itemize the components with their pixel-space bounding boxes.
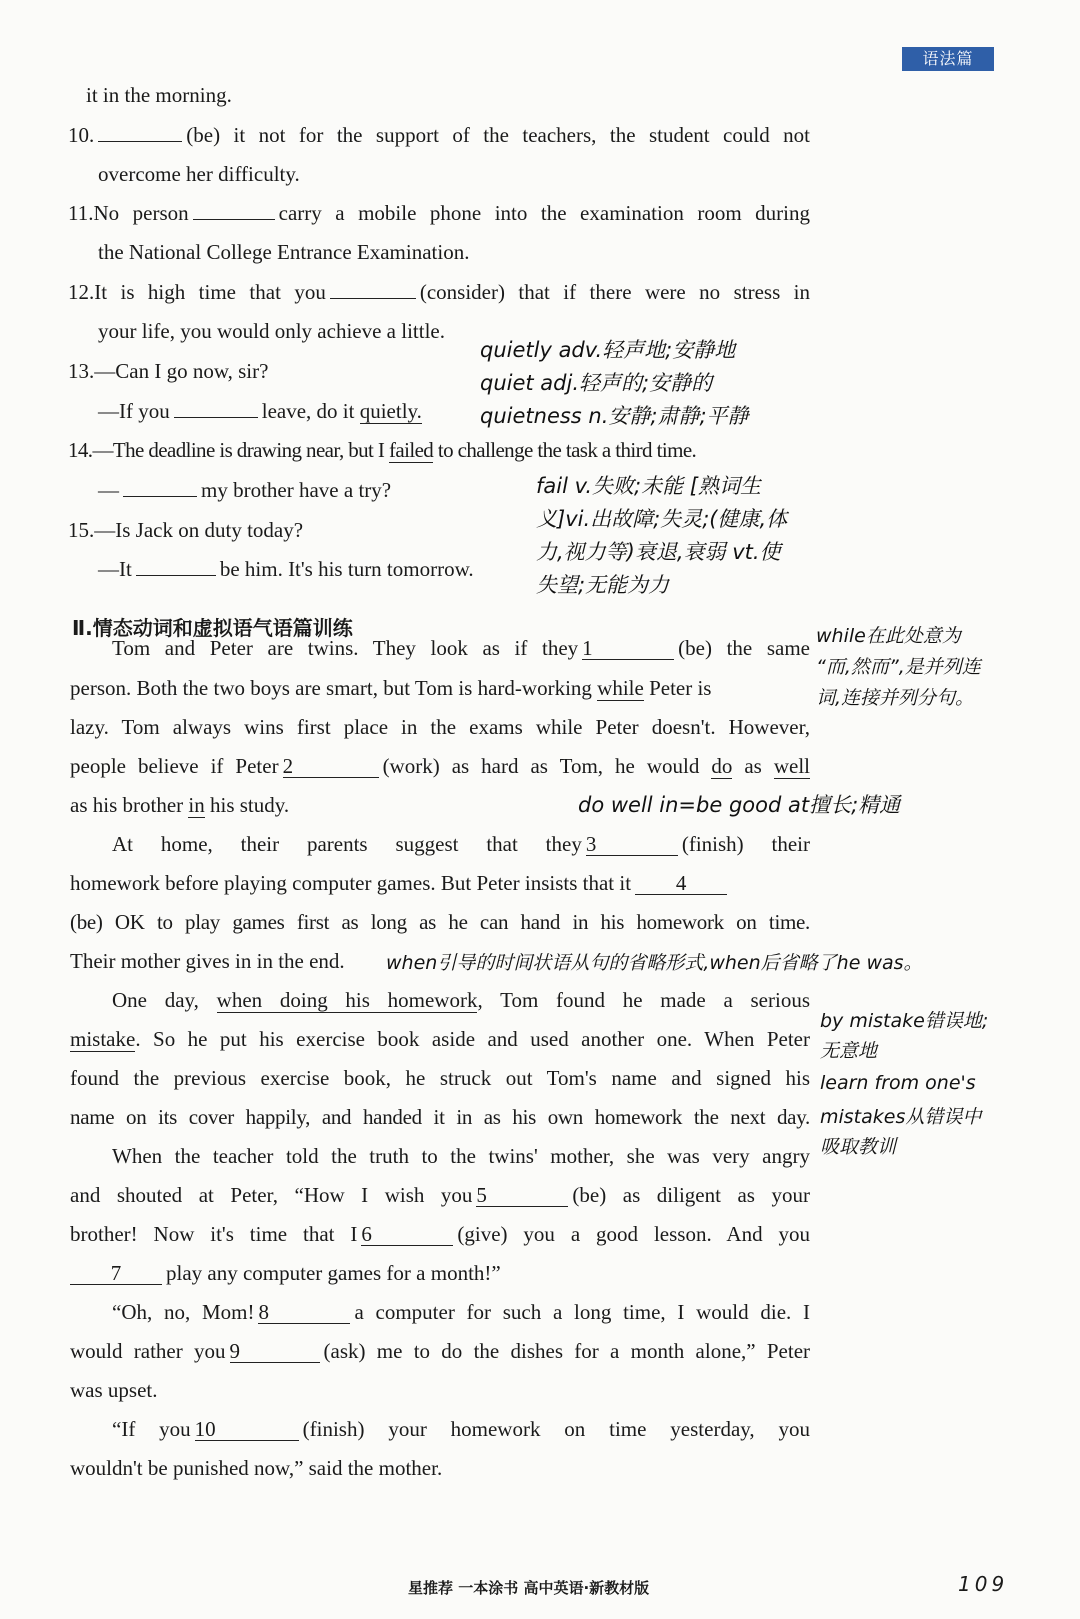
passage-line: brother! Now it's time that I 6 (give) you a good lesson. And you — [70, 1222, 810, 1246]
handwritten-note: by mistake错误地; — [820, 1010, 989, 1032]
passage-line: homework before playing computer games. But Peter insists that it 4 — [70, 871, 731, 896]
question-11: 11.No person carry a mobile phone into the examination room during — [68, 201, 811, 225]
passage-line: lazy. Tom always wins first place in the exams while Peter doesn't. However, — [70, 715, 810, 739]
passage-blank-7[interactable]: 7 — [70, 1262, 162, 1285]
handwritten-note: 词,连接并列分句。 — [816, 687, 975, 709]
handwritten-note: quietly adv.轻声地;安静地 — [480, 338, 736, 362]
question-15-line2: —It be him. It's his turn tomorrow. — [98, 557, 474, 581]
handwritten-note: 无意地 — [820, 1040, 878, 1062]
answer-blank[interactable] — [193, 219, 275, 220]
question-15: 15.—Is Jack on duty today? — [68, 518, 304, 542]
passage-blank-9[interactable]: 9 — [230, 1340, 320, 1363]
answer-blank[interactable] — [330, 298, 416, 299]
answer-blank[interactable] — [98, 141, 182, 142]
question-14: 14.—The deadline is drawing near, but I failed to challenge the task a third time. — [68, 438, 697, 462]
passage-blank-3[interactable]: 3 — [586, 833, 678, 856]
passage-line: people believe if Peter 2 (work) as hard as Tom, he would do as well — [70, 754, 811, 778]
handwritten-note: fail v.失败;未能 [熟词生 — [536, 474, 761, 498]
question-10-line2: overcome her difficulty. — [98, 162, 300, 186]
passage-line: person. Both the two boys are smart, but Tom is hard-working while Peter is — [70, 676, 712, 700]
handwritten-note: 失望;无能为力 — [536, 573, 670, 597]
question-13-line2: —If you leave, do it quietly. — [98, 399, 422, 423]
handwritten-note: when引导的时间状语从句的省略形式,when后省略了he was。 — [386, 952, 923, 974]
passage-line: When the teacher told the truth to the twins' mother, she was very angry — [112, 1144, 810, 1168]
passage-line: “If you 10 (finish) your homework on time yesterday, you — [112, 1417, 810, 1441]
question-13: 13.—Can I go now, sir? — [68, 359, 269, 383]
handwritten-note: quietness n.安静;肃静;平静 — [480, 404, 749, 428]
question-11-line2: the National College Entrance Examination. — [98, 240, 470, 264]
answer-blank[interactable] — [136, 575, 216, 576]
section-title: Ⅱ.情态动词和虚拟语气语篇训练 — [72, 616, 353, 640]
passage-blank-6[interactable]: 6 — [361, 1223, 453, 1246]
passage-blank-2[interactable]: 2 — [283, 755, 379, 778]
passage-line: would rather you 9 (ask) me to do the dishes for a month alone,” Peter — [70, 1339, 811, 1363]
question-12-line2: your life, you would only achieve a little. — [98, 319, 445, 343]
passage-blank-10[interactable]: 10 — [195, 1418, 299, 1441]
answer-blank[interactable] — [174, 417, 258, 418]
handwritten-note: 吸取教训 — [820, 1136, 897, 1158]
passage-line: name on its cover happily, and handed it in as his own homework the next day. — [70, 1105, 810, 1129]
page-number: 109 — [958, 1572, 1009, 1596]
passage-line: and shouted at Peter, “How I wish you 5 (be) as diligent as your — [70, 1183, 810, 1207]
passage-line: “Oh, no, Mom! 8 a computer for such a long time, I would die. I — [112, 1300, 810, 1324]
passage-line: 7 play any computer games for a month!” — [70, 1261, 501, 1286]
passage-blank-5[interactable]: 5 — [476, 1184, 568, 1207]
passage-line: was upset. — [70, 1378, 158, 1402]
section-tag: 语法篇 — [902, 47, 994, 71]
passage-blank-8[interactable]: 8 — [258, 1301, 350, 1324]
handwritten-note: 义]vi.出故障;失灵;(健康,体 — [536, 507, 788, 531]
footer-text: 星推荐 一本涂书 高中英语·新教材版 — [408, 1579, 650, 1597]
passage-line: One day, when doing his homework, Tom found he made a serious — [112, 988, 811, 1012]
handwritten-note: quiet adj.轻声的;安静的 — [480, 371, 713, 395]
handwritten-note: while在此处意为 — [816, 625, 961, 647]
passage-blank-1[interactable]: 1 — [582, 637, 674, 660]
passage-line: (be) OK to play games first as long as he can hand in his homework on time. — [70, 910, 810, 934]
passage-line: as his brother in his study. — [70, 793, 290, 817]
passage-line: At home, their parents suggest that they 3 (finish) their — [112, 832, 810, 856]
answer-blank[interactable] — [123, 496, 197, 497]
question-12: 12.It is high time that you (consider) that if there were no stress in — [68, 280, 811, 304]
passage-blank-4[interactable]: 4 — [635, 872, 727, 895]
passage-line: wouldn't be punished now,” said the mother. — [70, 1456, 443, 1480]
passage-line: mistake. So he put his exercise book aside and used another one. When Peter — [70, 1027, 810, 1051]
handwritten-note: learn from one's — [820, 1072, 976, 1094]
handwritten-note: 力,视力等)衰退,衰弱 vt.使 — [536, 540, 781, 564]
passage-line: Their mother gives in in the end. — [70, 949, 345, 973]
handwritten-note: “而,然而”,是并列连 — [816, 656, 981, 678]
question-10: 10. (be) it not for the support of the teachers, the student could not — [68, 123, 810, 147]
passage-line: Tom and Peter are twins. They look as if they 1 (be) the same — [112, 636, 810, 660]
continued-text: it in the morning. — [86, 83, 232, 107]
handwritten-note: do well in=be good at擅长;精通 — [578, 793, 901, 817]
question-14-line2: — my brother have a try? — [98, 478, 392, 502]
handwritten-note: mistakes从错误中 — [820, 1106, 982, 1128]
passage-line: found the previous exercise book, he struck out Tom's name and signed his — [70, 1066, 810, 1090]
